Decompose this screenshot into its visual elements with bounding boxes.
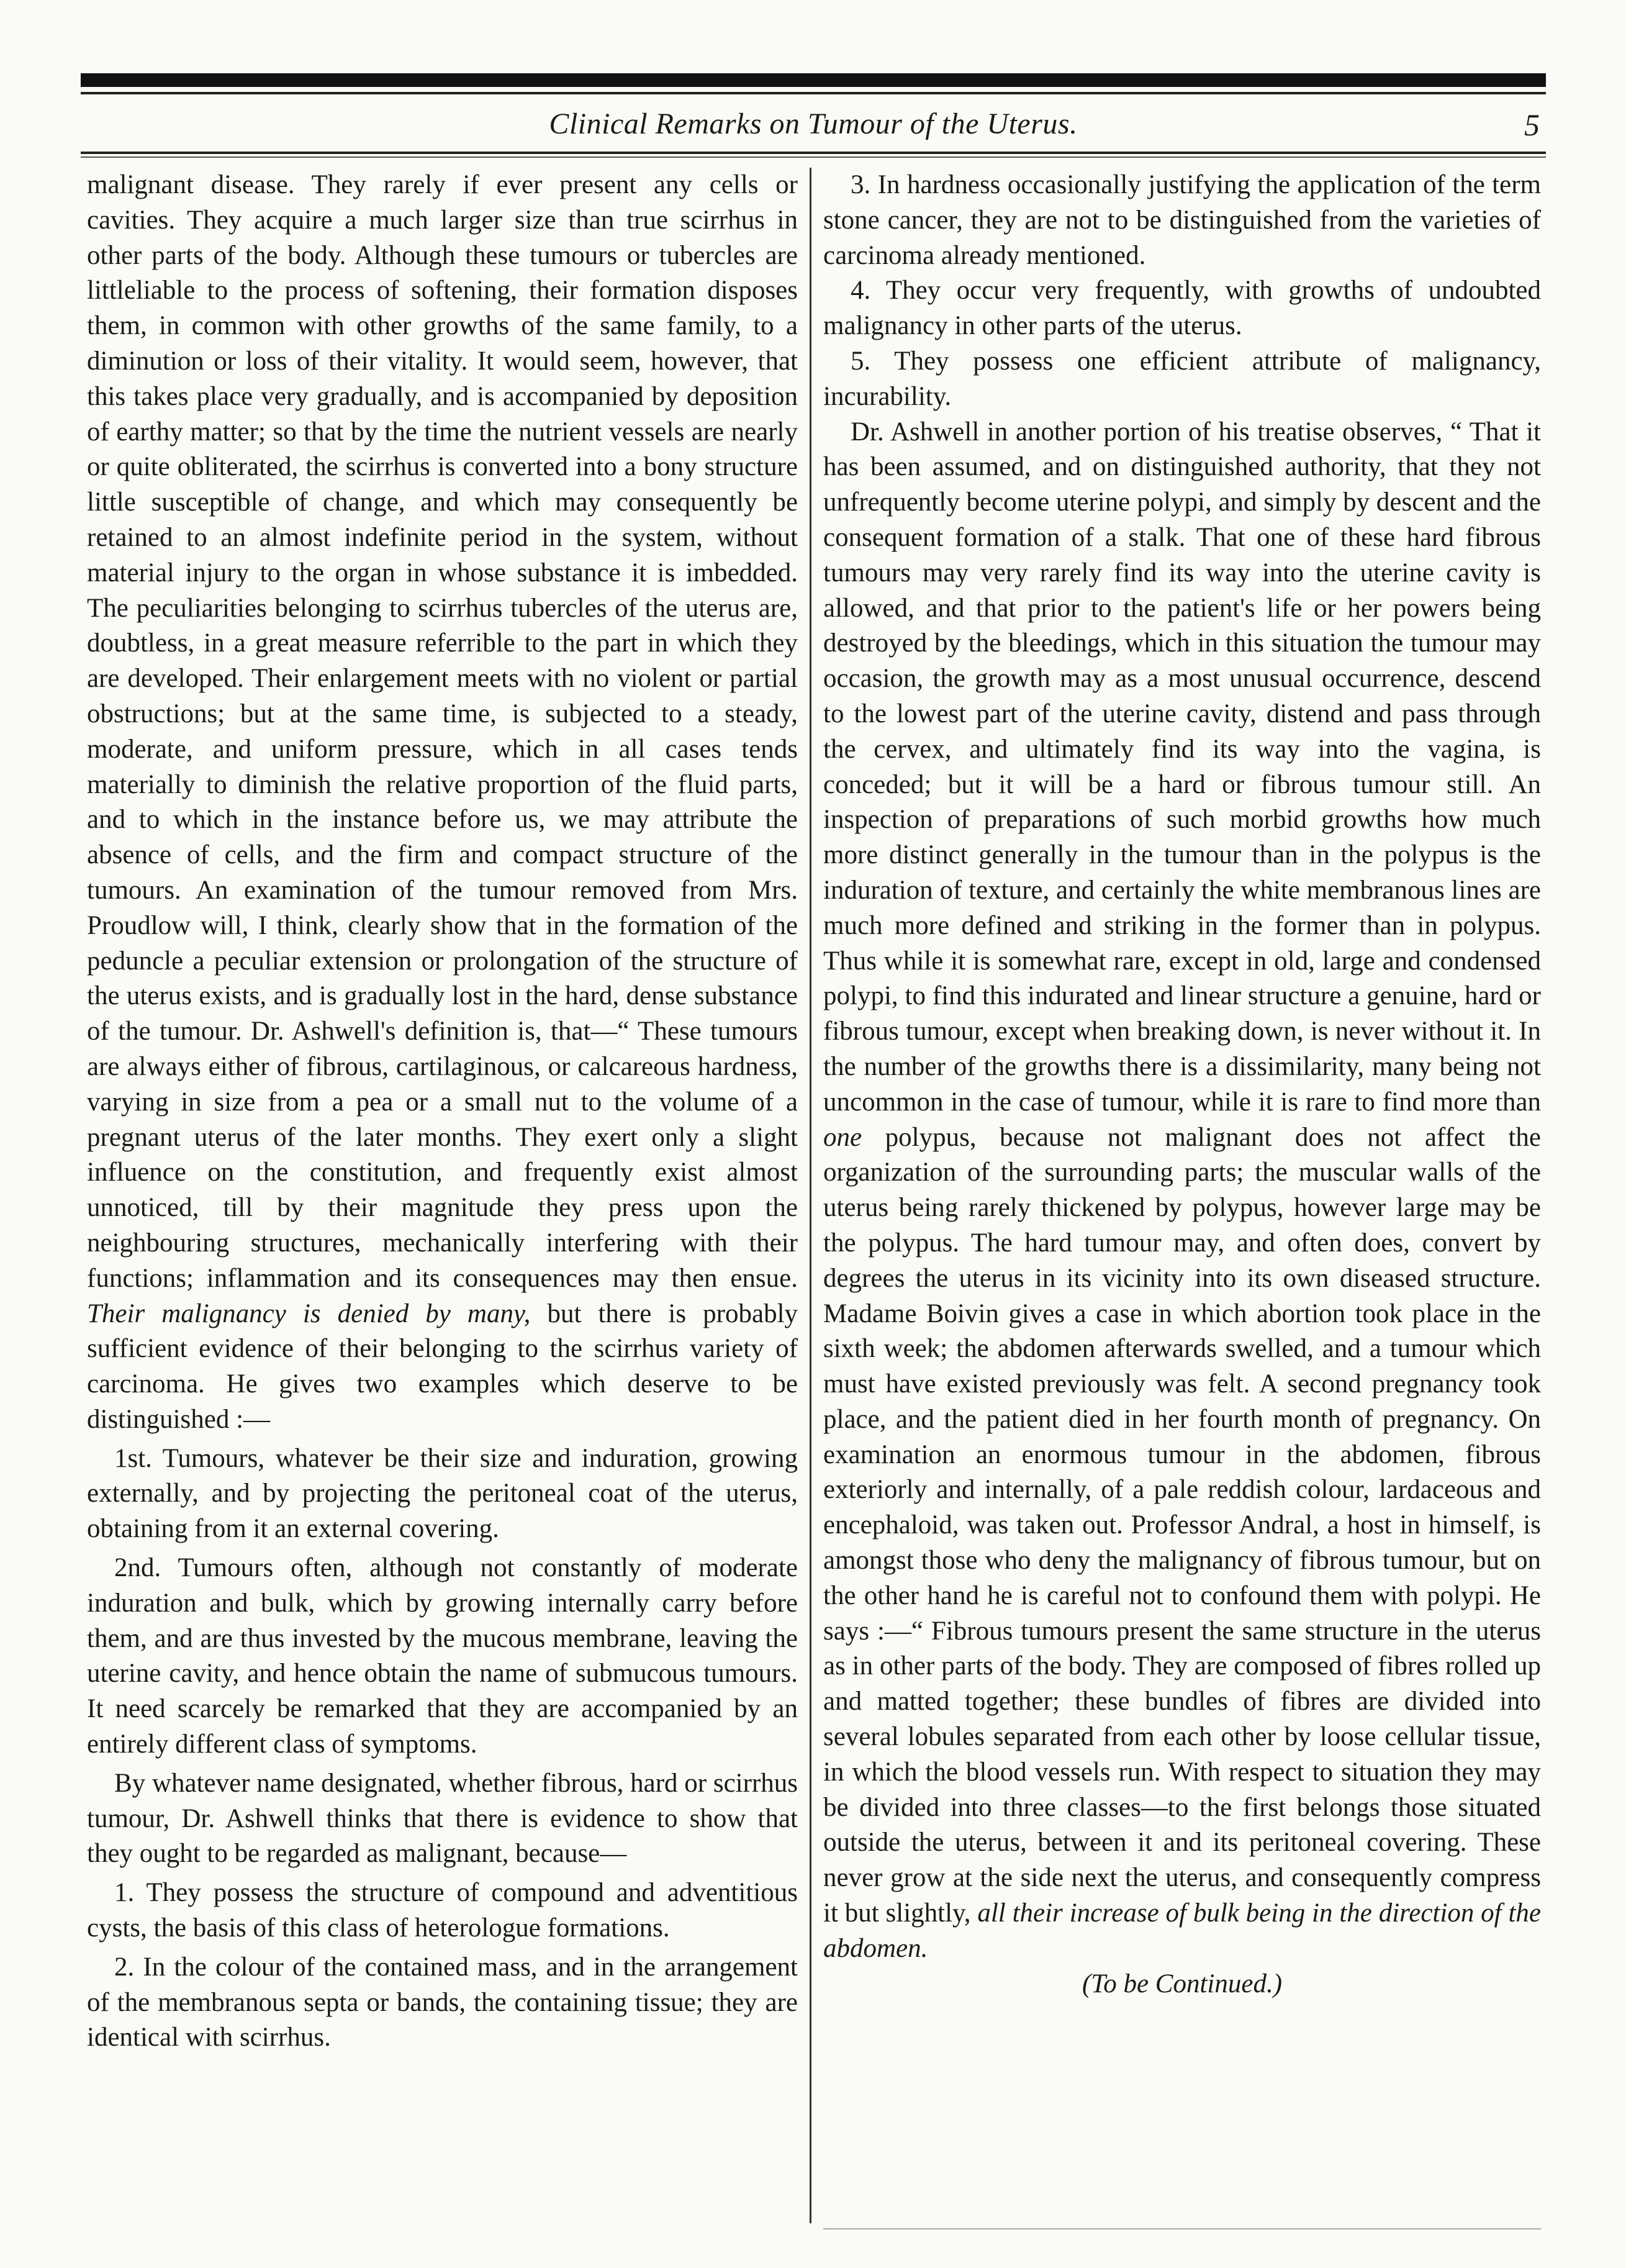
paragraph-text: malignant disease. They rarely if ever present any cells or cavities. They acquire a much larger size than true scirrhus in other parts of the body. Although these tumours or tubercles are littleliable to the process of softening, their formation disposes them, in common with other growths of the same family, to a diminution or loss of their vitality. It would seem, however, that this takes place very gradually, and is accompanied by deposition of earthy matter; so that by the time the nutrient vessels are nearly or quite obliterated, the scirrhus is converted into a bony structure little susceptible of change, and which may consequently be retained to an almost indefinite period in the system, without material injury to the organ in whose substance it is imbedded. The peculiarities belonging to scirrhus tubercles of the uterus are, doubtless, in a great measure referrible to the part in which they are developed. Their enlargement meets with no violent or partial obstructions; but at the same time, is subjected to a steady, moderate, and uniform pressure, which in all cases tends materially to diminish the relative proportion of the fluid parts, and to which in the instance before us, we may attribute the absence of cells, and the firm and compact structure of the tumours. An examination of the tumour removed from Mrs. Proudlow will, I think, clearly show that in the formation of the peduncle a peculiar extension or prolongation of the structure of the uterus exists, and is gradually lost in the hard, dense substance of the tumour. Dr. Ashwell's definition is, that—“ These tumours are always either of fibrous, cartilaginous, or calcareous hardness, varying in size from a pea or a small nut to the volume of a pregnant uterus of the later months. They exert only a slight influence on the constitution, and frequently exist almost unnoticed, till by their magnitude they press upon the neighbouring structures, mechanically interfering with their functions; inflammation and its consequences may then ensue. [87, 170, 798, 1293]
paragraph-text: Dr. Ashwell in another portion of his treatise observes, “ That it has been assumed, and on distinguished authority, that they not unfrequently become uterine polypi, and simply by descent and the consequent formation of a stalk. That one of these hard fibrous tumours may very rarely find its way into the uterine cavity is allowed, and that prior to the patient's life or her powers being destroyed by the bleedings, which in this situation the tumour may occasion, the growth may as a most unusual occurrence, descend to the lowest part of the uterine cavity, distend and pass through the cervex, and ultimately find its way into the vagina, is conceded; but it will be a hard or fibrous tumour still. An inspection of preparations of such morbid growths how much more distinct generally in the tumour than in the polypus is the induration of texture, and certainly the white membranous lines are much more defined and striking in the former than in polypus. Thus while it is somewhat rare, except in old, large and condensed polypi, to find this indurated and linear structure a genuine, hard or fibrous tumour, except when breaking down, is never without it. In the number of the growths there is a dissimilarity, many being not uncommon in the case of tumour, while it is rare to find more than [823, 417, 1541, 1117]
paragraph [823, 415, 1541, 1967]
right-column [823, 168, 1541, 2002]
header-bottom-rule [81, 152, 1546, 154]
list-item-first: 1st. Tumours, whatever be their size and induration, growing externally, and by projecting the peritoneal coat of the uterus, obtaining from it an external covering. [87, 1443, 798, 1544]
footer-rule [823, 2228, 1541, 2229]
running-header [81, 103, 1546, 147]
to-be-continued: (To be Continued.) [1082, 1969, 1283, 1998]
reason-1: 1. They possess the structure of compound and adventitious cysts, the basis of this class of heterologue formations. [87, 1878, 798, 1943]
reason-4: 4. They occur very frequently, with growths of undoubted malignancy in other parts of the uterus. [823, 276, 1541, 341]
paragraph-text: polypus, because not malignant does not affect the organization of the surrounding parts; the muscular walls of the uterus being rarely thickened by polypus, however large may be the polypus. The hard tumour may, and often does, convert by degrees the uterus in its vicinity into its own diseased structure. Madame Boivin gives a case in which abortion took place in the sixth week; the abdomen afterwards swelled, and a tumour which must have existed previously was felt. A second pregnancy took place, and the patient died in her fourth month of pregnancy. On examination an enormous tumour in the abdomen, fibrous exteriorly and internally, of a pale reddish colour, lardaceous and encephaloid, was taken out. Professor Andral, a host in himself, is amongst those who deny the malignancy of fibrous tumour, but on the other hand he is careful not to confound them with polypi. He says :—“ Fibrous tumours present the same structure in the uterus as in other parts of the body. They are composed of fibres rolled up and matted together; these bundles of fibres are divided into several lobules separated from each other by loose cellular tissue, in which the blood vessels run. With respect to situation they may be divided into three classes—to the first belongs those situated outside the uterus, between it and its peritoneal covering. These never grow at the side next the uterus, and consequently compress it but slightly, [823, 1122, 1541, 1928]
left-column [87, 168, 798, 2056]
page-number: 5 [1524, 107, 1540, 142]
italic-word: one [823, 1122, 862, 1152]
paragraph [87, 168, 798, 1438]
column-divider [810, 168, 811, 2223]
italic-phrase: Their malignancy is denied by many, [87, 1299, 531, 1328]
header-bottom-rule-2 [81, 156, 1546, 158]
header-thin-rule [81, 92, 1546, 94]
header-thick-rule [81, 73, 1546, 87]
reason-2: 2. In the colour of the contained mass, and in the arrangement of the membranous septa or bands, the containing tissue; they are identical with scirrhus. [87, 1952, 798, 2053]
running-title: Clinical Remarks on Tumour of the Uterus. [549, 107, 1078, 140]
paragraph: By whatever name designated, whether fibrous, hard or scirrhus tumour, Dr. Ashwell thinks that there is evidence to show that they ought to be regarded as malignant, because— [87, 1768, 798, 1869]
list-item-second: 2nd. Tumours often, although not constantly of moderate induration and bulk, which by growing internally carry before them, and are thus invested by the mucous membrane, leaving the uterine cavity, and hence obtain the name of submucous tumours. It need scarcely be remarked that they are accompanied by an entirely different class of symptoms. [87, 1553, 798, 1759]
reason-5: 5. They possess one efficient attribute of malignancy, incurability. [823, 346, 1541, 411]
reason-3: 3. In hardness occasionally justifying the application of the term stone cancer, they are not to be distinguished from the varieties of carcinoma already mentioned. [823, 170, 1541, 270]
paragraph-text: but there is probably sufficient evidence of their belonging to the scirrhus variety of carcinoma. He gives two examples which deserve to be distinguished :— [87, 1299, 798, 1434]
italic-phrase: all their increase of bulk being in the direction of the abdomen. [823, 1898, 1541, 1963]
